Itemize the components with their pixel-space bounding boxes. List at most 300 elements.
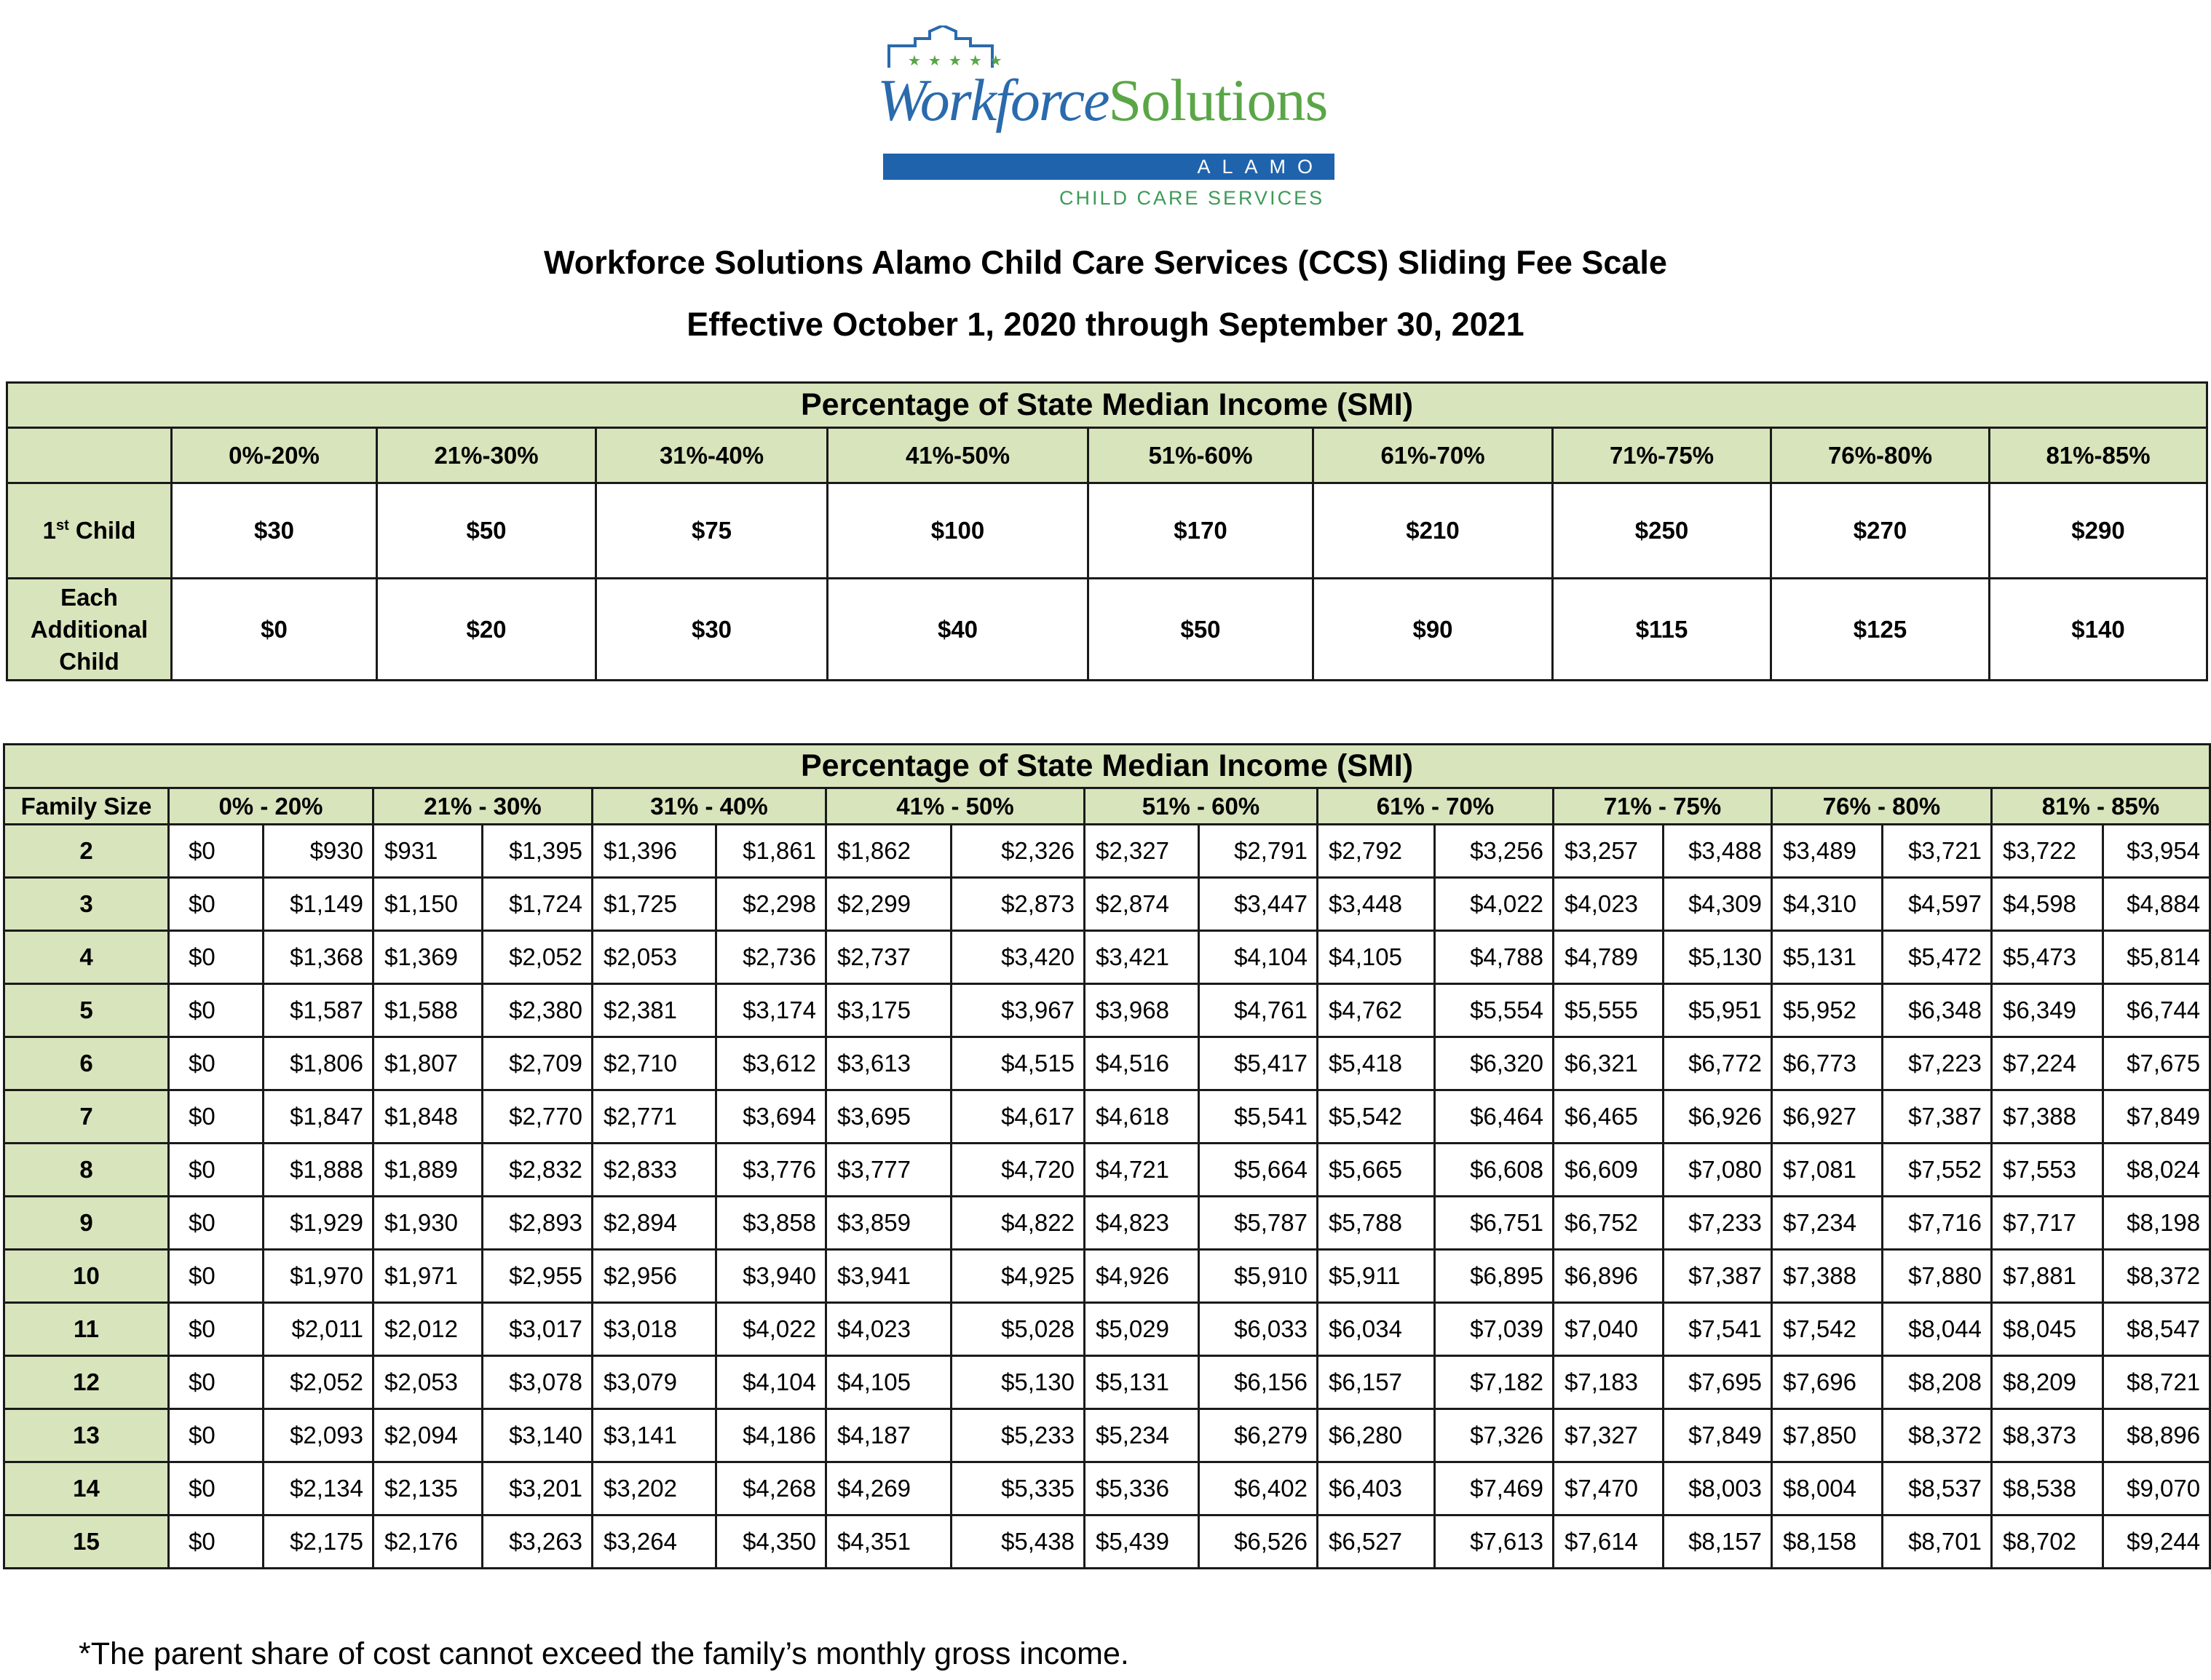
income-min-cell: $6,157	[1318, 1356, 1435, 1409]
income-max-cell: $4,515	[952, 1037, 1085, 1090]
income-min-cell: $0	[169, 984, 264, 1037]
income-max-cell: $4,104	[1199, 931, 1318, 984]
first-child-label: 1st Child	[7, 483, 172, 579]
income-max-cell: $5,814	[2103, 931, 2210, 984]
income-min-cell: $4,762	[1318, 984, 1435, 1037]
income-min-cell: $5,665	[1318, 1144, 1435, 1197]
income-max-cell: $5,951	[1664, 984, 1772, 1037]
fee-table-corner	[7, 428, 172, 483]
income-range-header: 41% - 50%	[826, 788, 1085, 825]
income-max-cell: $3,017	[483, 1303, 593, 1356]
income-min-cell: $7,881	[1992, 1250, 2103, 1303]
income-max-cell: $4,186	[716, 1409, 826, 1462]
table-row	[4, 1197, 2210, 1250]
income-min-cell: $3,257	[1554, 825, 1664, 878]
income-min-cell: $3,722	[1992, 825, 2103, 878]
income-max-cell: $5,910	[1199, 1250, 1318, 1303]
income-min-cell: $1,396	[593, 825, 716, 878]
income-min-cell: $1,725	[593, 878, 716, 931]
income-min-cell: $0	[169, 1462, 264, 1515]
income-range-header: 0% - 20%	[169, 788, 373, 825]
family-size-cell: 14	[4, 1462, 169, 1515]
income-min-cell: $2,710	[593, 1037, 716, 1090]
income-min-cell: $2,894	[593, 1197, 716, 1250]
income-max-cell: $3,174	[716, 984, 826, 1037]
income-max-cell: $7,469	[1435, 1462, 1554, 1515]
income-min-cell: $0	[169, 878, 264, 931]
income-min-cell: $6,609	[1554, 1144, 1664, 1197]
table-row	[4, 825, 2210, 878]
income-min-cell: $3,448	[1318, 878, 1435, 931]
income-min-cell: $2,956	[593, 1250, 716, 1303]
income-max-cell: $7,695	[1664, 1356, 1772, 1409]
income-max-cell: $7,613	[1435, 1515, 1554, 1569]
income-max-cell: $1,888	[264, 1144, 373, 1197]
income-min-cell: $6,752	[1554, 1197, 1664, 1250]
income-max-cell: $3,140	[483, 1409, 593, 1462]
income-max-cell: $5,233	[952, 1409, 1085, 1462]
fee-range-header: 21%-30%	[377, 428, 596, 483]
income-max-cell: $1,368	[264, 931, 373, 984]
income-min-cell: $5,418	[1318, 1037, 1435, 1090]
income-min-cell: $0	[169, 1356, 264, 1409]
income-min-cell: $1,150	[373, 878, 483, 931]
income-max-cell: $3,954	[2103, 825, 2210, 878]
income-min-cell: $3,968	[1085, 984, 1199, 1037]
income-min-cell: $3,777	[826, 1144, 952, 1197]
income-max-cell: $3,858	[716, 1197, 826, 1250]
income-min-cell: $4,269	[826, 1462, 952, 1515]
income-min-cell: $5,952	[1772, 984, 1883, 1037]
income-max-cell: $7,387	[1664, 1250, 1772, 1303]
income-max-cell: $5,787	[1199, 1197, 1318, 1250]
income-max-cell: $2,736	[716, 931, 826, 984]
page-subtitle: Effective October 1, 2020 through September 30, 2021	[687, 306, 1524, 343]
fee-range-header: 31%-40%	[596, 428, 828, 483]
income-max-cell: $1,970	[264, 1250, 373, 1303]
income-min-cell: $2,771	[593, 1090, 716, 1144]
income-min-cell: $4,023	[826, 1303, 952, 1356]
income-min-cell: $6,403	[1318, 1462, 1435, 1515]
income-min-cell: $1,807	[373, 1037, 483, 1090]
additional-child-fee: $125	[1771, 579, 1990, 681]
income-range-header: 71% - 75%	[1554, 788, 1772, 825]
income-max-cell: $6,744	[2103, 984, 2210, 1037]
fee-scale-table	[6, 381, 2208, 681]
income-max-cell: $8,044	[1883, 1303, 1992, 1356]
income-max-cell: $6,526	[1199, 1515, 1318, 1569]
income-range-header: 31% - 40%	[593, 788, 826, 825]
income-max-cell: $5,417	[1199, 1037, 1318, 1090]
income-min-cell: $2,053	[373, 1356, 483, 1409]
income-min-cell: $8,045	[1992, 1303, 2103, 1356]
income-min-cell: $6,927	[1772, 1090, 1883, 1144]
income-max-cell: $4,761	[1199, 984, 1318, 1037]
income-min-cell: $5,131	[1085, 1356, 1199, 1409]
income-max-cell: $6,608	[1435, 1144, 1554, 1197]
income-max-cell: $2,011	[264, 1303, 373, 1356]
income-min-cell: $3,175	[826, 984, 952, 1037]
income-max-cell: $6,348	[1883, 984, 1992, 1037]
income-min-cell: $7,040	[1554, 1303, 1664, 1356]
income-min-cell: $7,224	[1992, 1037, 2103, 1090]
additional-child-fee: $40	[828, 579, 1088, 681]
income-min-cell: $3,695	[826, 1090, 952, 1144]
income-max-cell: $3,256	[1435, 825, 1554, 878]
first-child-fee: $290	[1990, 483, 2207, 579]
income-min-cell: $4,598	[1992, 878, 2103, 931]
income-max-cell: $6,402	[1199, 1462, 1318, 1515]
income-max-cell: $5,130	[952, 1356, 1085, 1409]
income-max-cell: $4,720	[952, 1144, 1085, 1197]
income-max-cell: $4,350	[716, 1515, 826, 1569]
income-min-cell: $3,421	[1085, 931, 1199, 984]
income-min-cell: $5,336	[1085, 1462, 1199, 1515]
income-max-cell: $3,694	[716, 1090, 826, 1144]
income-max-cell: $3,940	[716, 1250, 826, 1303]
income-min-cell: $5,911	[1318, 1250, 1435, 1303]
income-max-cell: $2,298	[716, 878, 826, 931]
income-min-cell: $2,833	[593, 1144, 716, 1197]
income-max-cell: $2,832	[483, 1144, 593, 1197]
family-size-cell: 7	[4, 1090, 169, 1144]
income-min-cell: $0	[169, 1037, 264, 1090]
income-max-cell: $1,806	[264, 1037, 373, 1090]
footnote: *The parent share of cost cannot exceed the family’s monthly gross income.	[79, 1636, 1129, 1671]
income-range-header: 76% - 80%	[1772, 788, 1992, 825]
first-child-fee: $100	[828, 483, 1088, 579]
income-max-cell: $4,022	[716, 1303, 826, 1356]
table-row	[4, 931, 2210, 984]
fee-range-header: 76%-80%	[1771, 428, 1990, 483]
table-row	[4, 1356, 2210, 1409]
logo-bar-text: ALAMO	[1197, 156, 1324, 178]
income-min-cell: $4,105	[1318, 931, 1435, 984]
income-min-cell: $7,614	[1554, 1515, 1664, 1569]
income-max-cell: $2,893	[483, 1197, 593, 1250]
income-min-cell: $1,930	[373, 1197, 483, 1250]
fee-range-header: 41%-50%	[828, 428, 1088, 483]
table-row	[4, 1144, 2210, 1197]
income-min-cell: $5,234	[1085, 1409, 1199, 1462]
income-min-cell: $7,470	[1554, 1462, 1664, 1515]
income-min-cell: $2,792	[1318, 825, 1435, 878]
income-min-cell: $0	[169, 825, 264, 878]
income-min-cell: $1,862	[826, 825, 952, 878]
workforce-solutions-logo	[877, 25, 1343, 209]
income-min-cell: $4,516	[1085, 1037, 1199, 1090]
income-max-cell: $9,070	[2103, 1462, 2210, 1515]
income-max-cell: $2,093	[264, 1409, 373, 1462]
additional-child-label: Each Additional Child	[7, 579, 172, 681]
income-min-cell: $6,280	[1318, 1409, 1435, 1462]
income-min-cell: $2,053	[593, 931, 716, 984]
income-max-cell: $3,263	[483, 1515, 593, 1569]
income-min-cell: $5,555	[1554, 984, 1664, 1037]
fee-range-header: 71%-75%	[1553, 428, 1771, 483]
income-min-cell: $7,717	[1992, 1197, 2103, 1250]
income-max-cell: $5,130	[1664, 931, 1772, 984]
income-min-cell: $8,538	[1992, 1462, 2103, 1515]
income-min-cell: $1,848	[373, 1090, 483, 1144]
income-max-cell: $6,279	[1199, 1409, 1318, 1462]
income-max-cell: $4,309	[1664, 878, 1772, 931]
income-max-cell: $6,464	[1435, 1090, 1554, 1144]
additional-child-fee: $30	[596, 579, 828, 681]
income-max-cell: $7,182	[1435, 1356, 1554, 1409]
income-max-cell: $4,104	[716, 1356, 826, 1409]
income-max-cell: $9,244	[2103, 1515, 2210, 1569]
income-max-cell: $2,770	[483, 1090, 593, 1144]
first-child-fee: $270	[1771, 483, 1990, 579]
income-max-cell: $6,926	[1664, 1090, 1772, 1144]
income-min-cell: $6,465	[1554, 1090, 1664, 1144]
income-min-cell: $2,135	[373, 1462, 483, 1515]
income-max-cell: $6,772	[1664, 1037, 1772, 1090]
income-max-cell: $7,675	[2103, 1037, 2210, 1090]
income-min-cell: $7,081	[1772, 1144, 1883, 1197]
income-min-cell: $4,618	[1085, 1090, 1199, 1144]
income-max-cell: $8,157	[1664, 1515, 1772, 1569]
income-min-cell: $5,029	[1085, 1303, 1199, 1356]
additional-child-fee: $115	[1553, 579, 1771, 681]
first-child-fee: $250	[1553, 483, 1771, 579]
income-max-cell: $2,175	[264, 1515, 373, 1569]
income-min-cell: $3,079	[593, 1356, 716, 1409]
income-max-cell: $6,895	[1435, 1250, 1554, 1303]
income-min-cell: $3,613	[826, 1037, 952, 1090]
income-max-cell: $8,208	[1883, 1356, 1992, 1409]
income-max-cell: $1,724	[483, 878, 593, 931]
stars-icon: ★★★★★	[908, 53, 1010, 69]
income-max-cell: $8,003	[1664, 1462, 1772, 1515]
income-max-cell: $3,612	[716, 1037, 826, 1090]
income-max-cell: $5,541	[1199, 1090, 1318, 1144]
logo-wordmark: WorkforceSolutions	[877, 67, 1328, 133]
income-max-cell: $8,024	[2103, 1144, 2210, 1197]
family-size-cell: 15	[4, 1515, 169, 1569]
income-max-cell: $8,547	[2103, 1303, 2210, 1356]
logo-subtitle: CHILD CARE SERVICES	[1059, 187, 1325, 209]
income-min-cell: $4,721	[1085, 1144, 1199, 1197]
income-min-cell: $6,321	[1554, 1037, 1664, 1090]
income-min-cell: $3,489	[1772, 825, 1883, 878]
income-max-cell: $1,587	[264, 984, 373, 1037]
income-min-cell: $3,202	[593, 1462, 716, 1515]
family-size-cell: 10	[4, 1250, 169, 1303]
additional-child-fee: $140	[1990, 579, 2207, 681]
income-min-cell: $0	[169, 1515, 264, 1569]
family-size-header: Family Size	[4, 788, 169, 825]
fee-range-header: 0%-20%	[172, 428, 377, 483]
income-max-cell: $1,395	[483, 825, 593, 878]
income-min-cell: $6,527	[1318, 1515, 1435, 1569]
income-min-cell: $8,702	[1992, 1515, 2103, 1569]
table-row	[4, 1303, 2210, 1356]
income-min-cell: $6,773	[1772, 1037, 1883, 1090]
income-max-cell: $1,149	[264, 878, 373, 931]
table-row	[4, 1409, 2210, 1462]
income-max-cell: $5,028	[952, 1303, 1085, 1356]
income-min-cell: $7,850	[1772, 1409, 1883, 1462]
income-max-cell: $8,372	[1883, 1409, 1992, 1462]
income-max-cell: $5,335	[952, 1462, 1085, 1515]
income-max-cell: $2,873	[952, 878, 1085, 931]
family-size-cell: 11	[4, 1303, 169, 1356]
table-row	[4, 984, 2210, 1037]
income-table-body	[4, 825, 2210, 1569]
income-max-cell: $3,078	[483, 1356, 593, 1409]
income-max-cell: $8,198	[2103, 1197, 2210, 1250]
income-min-cell: $4,023	[1554, 878, 1664, 931]
income-min-cell: $2,737	[826, 931, 952, 984]
income-max-cell: $7,849	[1664, 1409, 1772, 1462]
table-row	[4, 1090, 2210, 1144]
table-row	[4, 1250, 2210, 1303]
income-min-cell: $6,034	[1318, 1303, 1435, 1356]
table-row	[4, 1462, 2210, 1515]
family-size-cell: 9	[4, 1197, 169, 1250]
income-min-cell: $2,327	[1085, 825, 1199, 878]
income-max-cell: $7,223	[1883, 1037, 1992, 1090]
income-range-header: 51% - 60%	[1085, 788, 1318, 825]
income-max-cell: $8,701	[1883, 1515, 1992, 1569]
table-row	[4, 1515, 2210, 1569]
income-min-cell: $1,369	[373, 931, 483, 984]
income-min-cell: $2,176	[373, 1515, 483, 1569]
income-max-cell: $4,822	[952, 1197, 1085, 1250]
income-max-cell: $6,156	[1199, 1356, 1318, 1409]
income-min-cell: $7,183	[1554, 1356, 1664, 1409]
income-min-cell: $0	[169, 1250, 264, 1303]
income-max-cell: $7,387	[1883, 1090, 1992, 1144]
additional-child-fee: $0	[172, 579, 377, 681]
income-min-cell: $0	[169, 1197, 264, 1250]
income-max-cell: $3,967	[952, 984, 1085, 1037]
income-min-cell: $3,141	[593, 1409, 716, 1462]
income-min-cell: $8,373	[1992, 1409, 2103, 1462]
income-min-cell: $1,889	[373, 1144, 483, 1197]
additional-child-fee: $50	[1088, 579, 1313, 681]
income-ranges-table	[3, 743, 2211, 1569]
income-min-cell: $3,941	[826, 1250, 952, 1303]
income-max-cell: $8,721	[2103, 1356, 2210, 1409]
income-min-cell: $7,542	[1772, 1303, 1883, 1356]
income-max-cell: $7,541	[1664, 1303, 1772, 1356]
family-size-cell: 3	[4, 878, 169, 931]
income-min-cell: $4,105	[826, 1356, 952, 1409]
income-min-cell: $2,381	[593, 984, 716, 1037]
income-max-cell: $2,380	[483, 984, 593, 1037]
income-max-cell: $2,052	[483, 931, 593, 984]
income-max-cell: $3,776	[716, 1144, 826, 1197]
income-min-cell: $5,131	[1772, 931, 1883, 984]
income-min-cell: $2,874	[1085, 878, 1199, 931]
family-size-cell: 13	[4, 1409, 169, 1462]
income-min-cell: $0	[169, 1090, 264, 1144]
first-child-fee: $210	[1313, 483, 1553, 579]
income-max-cell: $5,554	[1435, 984, 1554, 1037]
income-min-cell: $0	[169, 1303, 264, 1356]
first-child-fee: $50	[377, 483, 596, 579]
income-min-cell: $8,158	[1772, 1515, 1883, 1569]
income-min-cell: $1,971	[373, 1250, 483, 1303]
income-max-cell: $4,268	[716, 1462, 826, 1515]
income-max-cell: $1,929	[264, 1197, 373, 1250]
income-max-cell: $4,617	[952, 1090, 1085, 1144]
income-max-cell: $2,052	[264, 1356, 373, 1409]
income-max-cell: $5,472	[1883, 931, 1992, 984]
additional-child-fee: $20	[377, 579, 596, 681]
income-min-cell: $7,388	[1992, 1090, 2103, 1144]
table-row	[4, 1037, 2210, 1090]
income-min-cell: $5,439	[1085, 1515, 1199, 1569]
income-min-cell: $7,696	[1772, 1356, 1883, 1409]
income-max-cell: $7,326	[1435, 1409, 1554, 1462]
income-max-cell: $2,955	[483, 1250, 593, 1303]
fee-range-header: 81%-85%	[1990, 428, 2207, 483]
income-max-cell: $2,791	[1199, 825, 1318, 878]
income-min-cell: $0	[169, 1409, 264, 1462]
income-max-cell: $7,039	[1435, 1303, 1554, 1356]
income-max-cell: $5,438	[952, 1515, 1085, 1569]
income-table-header: Percentage of State Median Income (SMI)	[4, 745, 2210, 788]
income-min-cell: $5,542	[1318, 1090, 1435, 1144]
income-min-cell: $4,823	[1085, 1197, 1199, 1250]
income-min-cell: $7,327	[1554, 1409, 1664, 1462]
income-max-cell: $4,022	[1435, 878, 1554, 931]
income-range-header: 21% - 30%	[373, 788, 593, 825]
income-min-cell: $4,187	[826, 1409, 952, 1462]
income-min-cell: $8,209	[1992, 1356, 2103, 1409]
table-row	[4, 878, 2210, 931]
income-min-cell: $4,351	[826, 1515, 952, 1569]
income-max-cell: $2,709	[483, 1037, 593, 1090]
income-max-cell: $4,788	[1435, 931, 1554, 984]
income-max-cell: $7,716	[1883, 1197, 1992, 1250]
first-child-fee: $75	[596, 483, 828, 579]
income-max-cell: $8,537	[1883, 1462, 1992, 1515]
income-max-cell: $930	[264, 825, 373, 878]
income-min-cell: $2,012	[373, 1303, 483, 1356]
income-min-cell: $0	[169, 931, 264, 984]
income-max-cell: $7,233	[1664, 1197, 1772, 1250]
income-max-cell: $5,664	[1199, 1144, 1318, 1197]
income-min-cell: $3,018	[593, 1303, 716, 1356]
first-child-fee: $30	[172, 483, 377, 579]
income-min-cell: $7,388	[1772, 1250, 1883, 1303]
family-size-cell: 12	[4, 1356, 169, 1409]
income-min-cell: $6,896	[1554, 1250, 1664, 1303]
page-title: Workforce Solutions Alamo Child Care Services (CCS) Sliding Fee Scale	[544, 244, 1667, 281]
income-max-cell: $6,320	[1435, 1037, 1554, 1090]
income-max-cell: $3,488	[1664, 825, 1772, 878]
income-max-cell: $7,552	[1883, 1144, 1992, 1197]
income-min-cell: $5,473	[1992, 931, 2103, 984]
income-min-cell: $2,299	[826, 878, 952, 931]
income-min-cell: $6,349	[1992, 984, 2103, 1037]
income-min-cell: $3,264	[593, 1515, 716, 1569]
income-min-cell: $5,788	[1318, 1197, 1435, 1250]
income-max-cell: $3,201	[483, 1462, 593, 1515]
income-min-cell: $7,553	[1992, 1144, 2103, 1197]
family-size-cell: 5	[4, 984, 169, 1037]
income-max-cell: $1,861	[716, 825, 826, 878]
income-max-cell: $7,880	[1883, 1250, 1992, 1303]
income-max-cell: $6,033	[1199, 1303, 1318, 1356]
fee-table-header: Percentage of State Median Income (SMI)	[7, 383, 2207, 428]
income-max-cell: $2,134	[264, 1462, 373, 1515]
